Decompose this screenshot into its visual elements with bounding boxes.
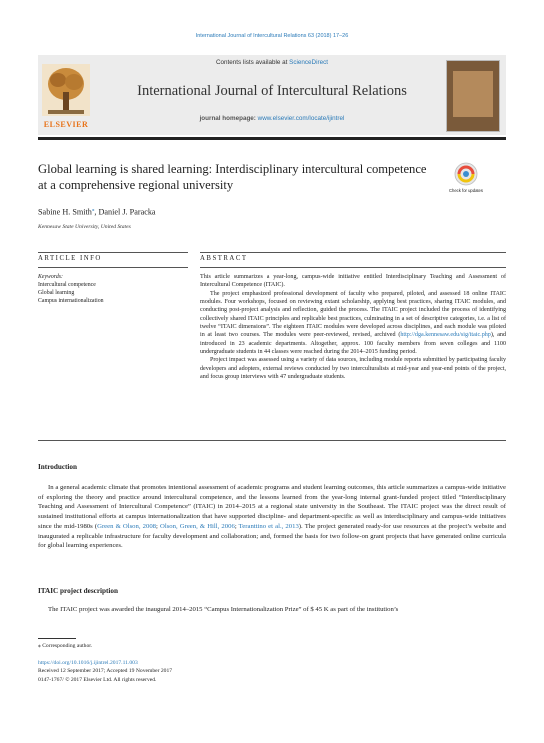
abstract-heading: ABSTRACT <box>200 255 248 262</box>
introduction-body <box>38 483 506 551</box>
abstract-body <box>200 273 506 381</box>
abstract-paragraph <box>200 290 506 357</box>
citation-link[interactable]: Green & Olson, 2008 <box>97 522 157 530</box>
article-title: Global learning is shared learning: Interdisciplinary intercultural competence at a comprehensive regional university <box>38 162 427 192</box>
received-dates: Received 12 September 2017; Accepted 19 November 2017 <box>38 668 173 674</box>
check-for-updates-badge[interactable] <box>448 160 484 200</box>
keyword-item: Campus internationalization <box>38 298 104 304</box>
corresponding-mark[interactable]: ⁎ <box>91 208 95 213</box>
authors <box>38 207 156 217</box>
introduction-paragraph <box>38 483 506 551</box>
keyword-item: Global learning <box>38 290 75 296</box>
header-rule <box>38 137 506 140</box>
keyword-item: Intercultural competence <box>38 282 96 288</box>
article-info-top-rule <box>38 252 188 253</box>
citation-separator: ; <box>234 522 239 530</box>
author-1[interactable]: Sabine H. Smith <box>38 207 92 217</box>
intro-text: ). The project generated ready-for use resources at the project’s website and inaugurated a replicable infrastructure for faculty development and collaboration; and, formed the basis for two follow-on grant projects that have generated online curricula for global learning experiences. <box>38 522 506 550</box>
journal-cover-image <box>446 60 500 132</box>
footnote-rule <box>38 638 76 639</box>
article-info-bottom-rule <box>38 267 188 268</box>
citation-link[interactable]: Teranttino et al., 2013 <box>238 522 299 530</box>
citation-link[interactable]: Olson, Green, & Hill, 2006 <box>160 522 235 530</box>
affiliation: Kennesaw State University, United States <box>38 224 131 230</box>
intro-text: In a general academic climate that promotes intentional assessment of academic programs and student learning outcomes, this article summarizes a campus-wide initiative of exploring the theory and practice around intercultural competence, and the lessons learned from the year-long internal grant-funded project titled “Interdisciplinary Teaching and Assessment of Intercultural Competence” (ITAIC) in 2014–2015 at a regional state university in the Southeast. The ITAIC project was the direct result of sustained institutional efforts at campus internationalization that have supported discipline- and department-specific as well as interdisciplinary and campus-wide initiatives since the mid-1980s ( <box>38 484 506 530</box>
abstract-text: The project emphasized professional development of faculty who prepared, piloted, and assessed 18 online ITAIC modules. Four workshops, focused on reviewing extant scholarship, applying best practices, sharing ITAIC modules, and conducting post-project analysis and reflection, guided the process. The ITAIC project included the process of identifying collectively shared ITAIC principles and replicable best practices, culminating in a set of descriptive categories, i.e. a list of twelve “ITAIC dimensions”. The eighteen ITAIC modules were developed across disciplines, and each module was piloted in at least two courses. The modules were peer-reviewed, revised, archived ( <box>200 290 506 339</box>
itaic-paragraph: The ITAIC project was awarded the inaugural 2014–2015 “Campus Internationalization Prize” of $ 45 K as part of the institution’s <box>48 606 399 613</box>
citation-separator: ; <box>156 522 161 530</box>
itaic-description-heading: ITAIC project description <box>38 587 118 595</box>
article-info-heading: ARTICLE INFO <box>38 255 102 262</box>
abstract-end-rule <box>38 440 506 441</box>
publisher-name: ELSEVIER <box>43 120 89 129</box>
homepage-label: journal homepage: <box>199 115 258 122</box>
keywords-label: Keywords: <box>38 274 63 280</box>
abstract-top-rule <box>200 252 506 253</box>
contents-prefix: Contents lists available at <box>215 59 290 66</box>
abstract-paragraph: This article summarizes a year-long, campus-wide initiative entitled Interdisciplinary Teaching and Assessment of Intercultural Competence (ITAIC). <box>200 274 506 289</box>
abstract-bottom-rule <box>200 267 506 268</box>
journal-title: International Journal of Intercultural Relations <box>137 83 407 99</box>
itaic-description-body <box>38 605 506 615</box>
author-2[interactable]: , Daniel J. Paracka <box>94 207 156 217</box>
homepage-link[interactable]: www.elsevier.com/locate/ijintrel <box>257 115 345 122</box>
abstract-text: ), and introduced in 23 academic departments. Altogether, approx. 100 faculty members from seven colleges and 1100 undergraduate students in 44 classes were reached during the 2014–2015 funding period. <box>200 332 507 356</box>
sciencedirect-link[interactable]: ScienceDirect <box>289 59 328 66</box>
journal-reference[interactable]: International Journal of Intercultural Relations 63 (2018) 17–26 <box>195 33 349 39</box>
itaic-archive-link[interactable]: http://dga.kennesaw.edu/sig/itaic.php <box>400 332 491 339</box>
introduction-heading: Introduction <box>38 463 78 471</box>
abstract-paragraph: Project impact was assessed using a variety of data sources, including module reports submitted by participating faculty developers and adopters, external reviews conducted by two interculturalists at mid-year and year-end points of the project, and focus group interviews with 47 undergraduate students. <box>200 357 506 381</box>
copyright: 0147-1767/ © 2017 Elsevier Ltd. All rights reserved. <box>38 677 157 683</box>
corresponding-author-note: ⁎ Corresponding author. <box>38 643 93 649</box>
check-updates-label: Check for updates <box>449 188 483 193</box>
doi-link[interactable]: https://doi.org/10.1016/j.ijintrel.2017.11.003 <box>38 660 138 666</box>
